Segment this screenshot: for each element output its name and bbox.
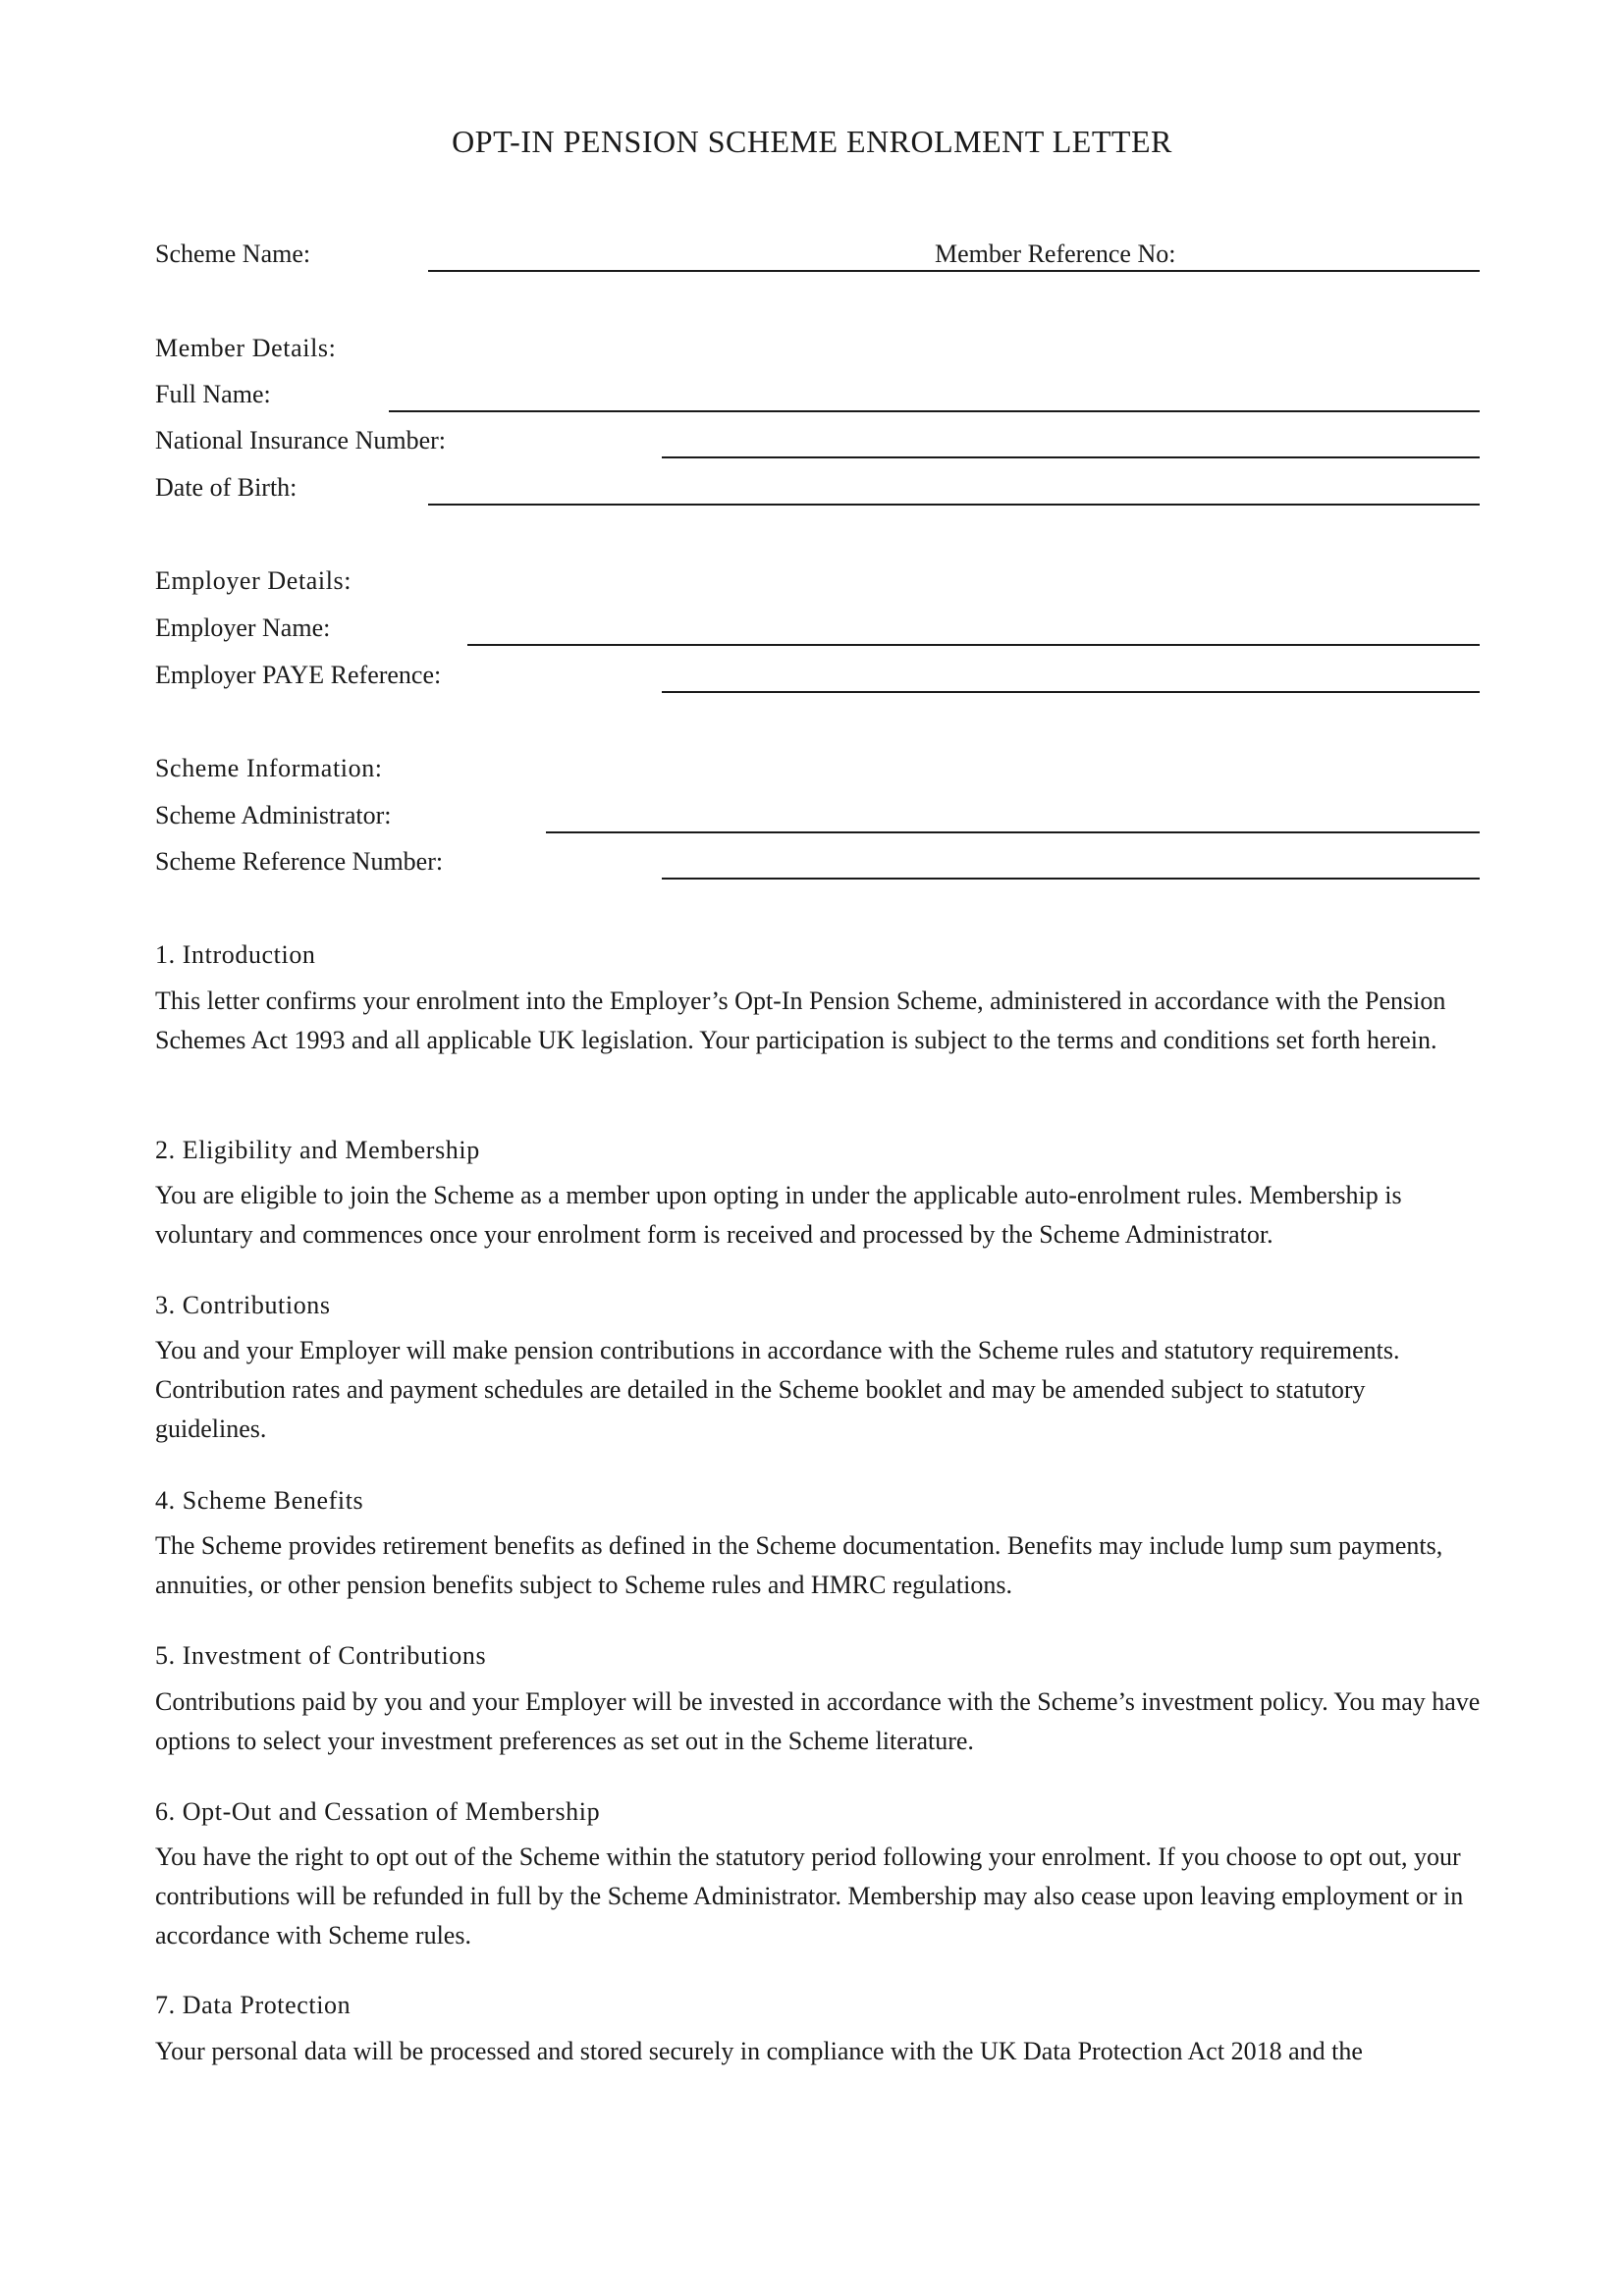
- paye-field-line[interactable]: [662, 691, 1480, 693]
- section-heading-introduction: 1. Introduction: [155, 940, 316, 969]
- section-heading-contributions: 3. Contributions: [155, 1291, 331, 1319]
- employer-name-field-line[interactable]: [467, 644, 1480, 646]
- member-details-heading: Member Details:: [155, 334, 337, 362]
- section-body-benefits: The Scheme provides retirement benefits as defined in the Scheme documentation. Benefits may include lump sum payments, annuities, or other pension benefits subject to Scheme rules and HMRC regulations.: [155, 1531, 1443, 1599]
- dob-label: Date of Birth:: [155, 473, 298, 502]
- member-reference-field-line[interactable]: [988, 270, 1480, 272]
- section-body-data-protection: Your personal data will be processed and stored securely in compliance with the UK Data Protection Act 2018 and the: [155, 2037, 1363, 2065]
- ni-number-label: National Insurance Number:: [155, 426, 447, 454]
- section-body-contributions: You and your Employer will make pension contributions in accordance with the Scheme rules and statutory requirements. Contribution rates and payment schedules are detailed in the Scheme booklet and may be amended subject to statutory guidelines.: [155, 1336, 1400, 1443]
- section-heading-opt-out: 6. Opt-Out and Cessation of Membership: [155, 1797, 601, 1826]
- scheme-name-label: Scheme Name:: [155, 240, 311, 268]
- section-heading-investment: 5. Investment of Contributions: [155, 1641, 487, 1670]
- section-body-eligibility: You are eligible to join the Scheme as a member upon opting in under the applicable auto-enrolment rules. Membership is voluntary and commences once your enrolment form is received and processed by the Scheme Administrator.: [155, 1181, 1402, 1249]
- full-name-label: Full Name:: [155, 380, 271, 408]
- scheme-reference-label: Scheme Reference Number:: [155, 847, 444, 876]
- employer-details-heading: Employer Details:: [155, 566, 352, 595]
- section-body-opt-out: You have the right to opt out of the Scheme within the statutory period following your enrolment. If you choose to opt out, your contributions will be refunded in full by the Scheme Administrator. Membership may also cease upon leaving employment or in accordance with Scheme rules.: [155, 1842, 1464, 1949]
- dob-field-line[interactable]: [428, 504, 1480, 506]
- ni-number-field-line[interactable]: [662, 456, 1480, 458]
- section-body-investment: Contributions paid by you and your Employer will be invested in accordance with the Scheme’s investment policy. You may have options to select your investment preferences as set out in the Scheme literature.: [155, 1687, 1481, 1755]
- section-heading-data-protection: 7. Data Protection: [155, 1991, 352, 2019]
- employer-name-label: Employer Name:: [155, 614, 331, 642]
- scheme-reference-field-line[interactable]: [662, 878, 1480, 880]
- scheme-information-heading: Scheme Information:: [155, 754, 383, 782]
- section-body-introduction: This letter confirms your enrolment into the Employer’s Opt-In Pension Scheme, administered in accordance with the Pension Schemes Act 1993 and all applicable UK legislation. Your participation is subject to the terms and conditions set forth herein.: [155, 987, 1446, 1054]
- section-heading-benefits: 4. Scheme Benefits: [155, 1486, 364, 1515]
- member-reference-label: Member Reference No:: [935, 240, 1176, 268]
- scheme-administrator-field-line[interactable]: [546, 831, 1480, 833]
- paye-label: Employer PAYE Reference:: [155, 661, 442, 689]
- section-heading-eligibility: 2. Eligibility and Membership: [155, 1136, 480, 1164]
- scheme-administrator-label: Scheme Administrator:: [155, 801, 392, 829]
- full-name-field-line[interactable]: [389, 410, 1480, 412]
- page-title: OPT-IN PENSION SCHEME ENROLMENT LETTER: [452, 124, 1172, 159]
- scheme-name-field-line[interactable]: [428, 270, 988, 272]
